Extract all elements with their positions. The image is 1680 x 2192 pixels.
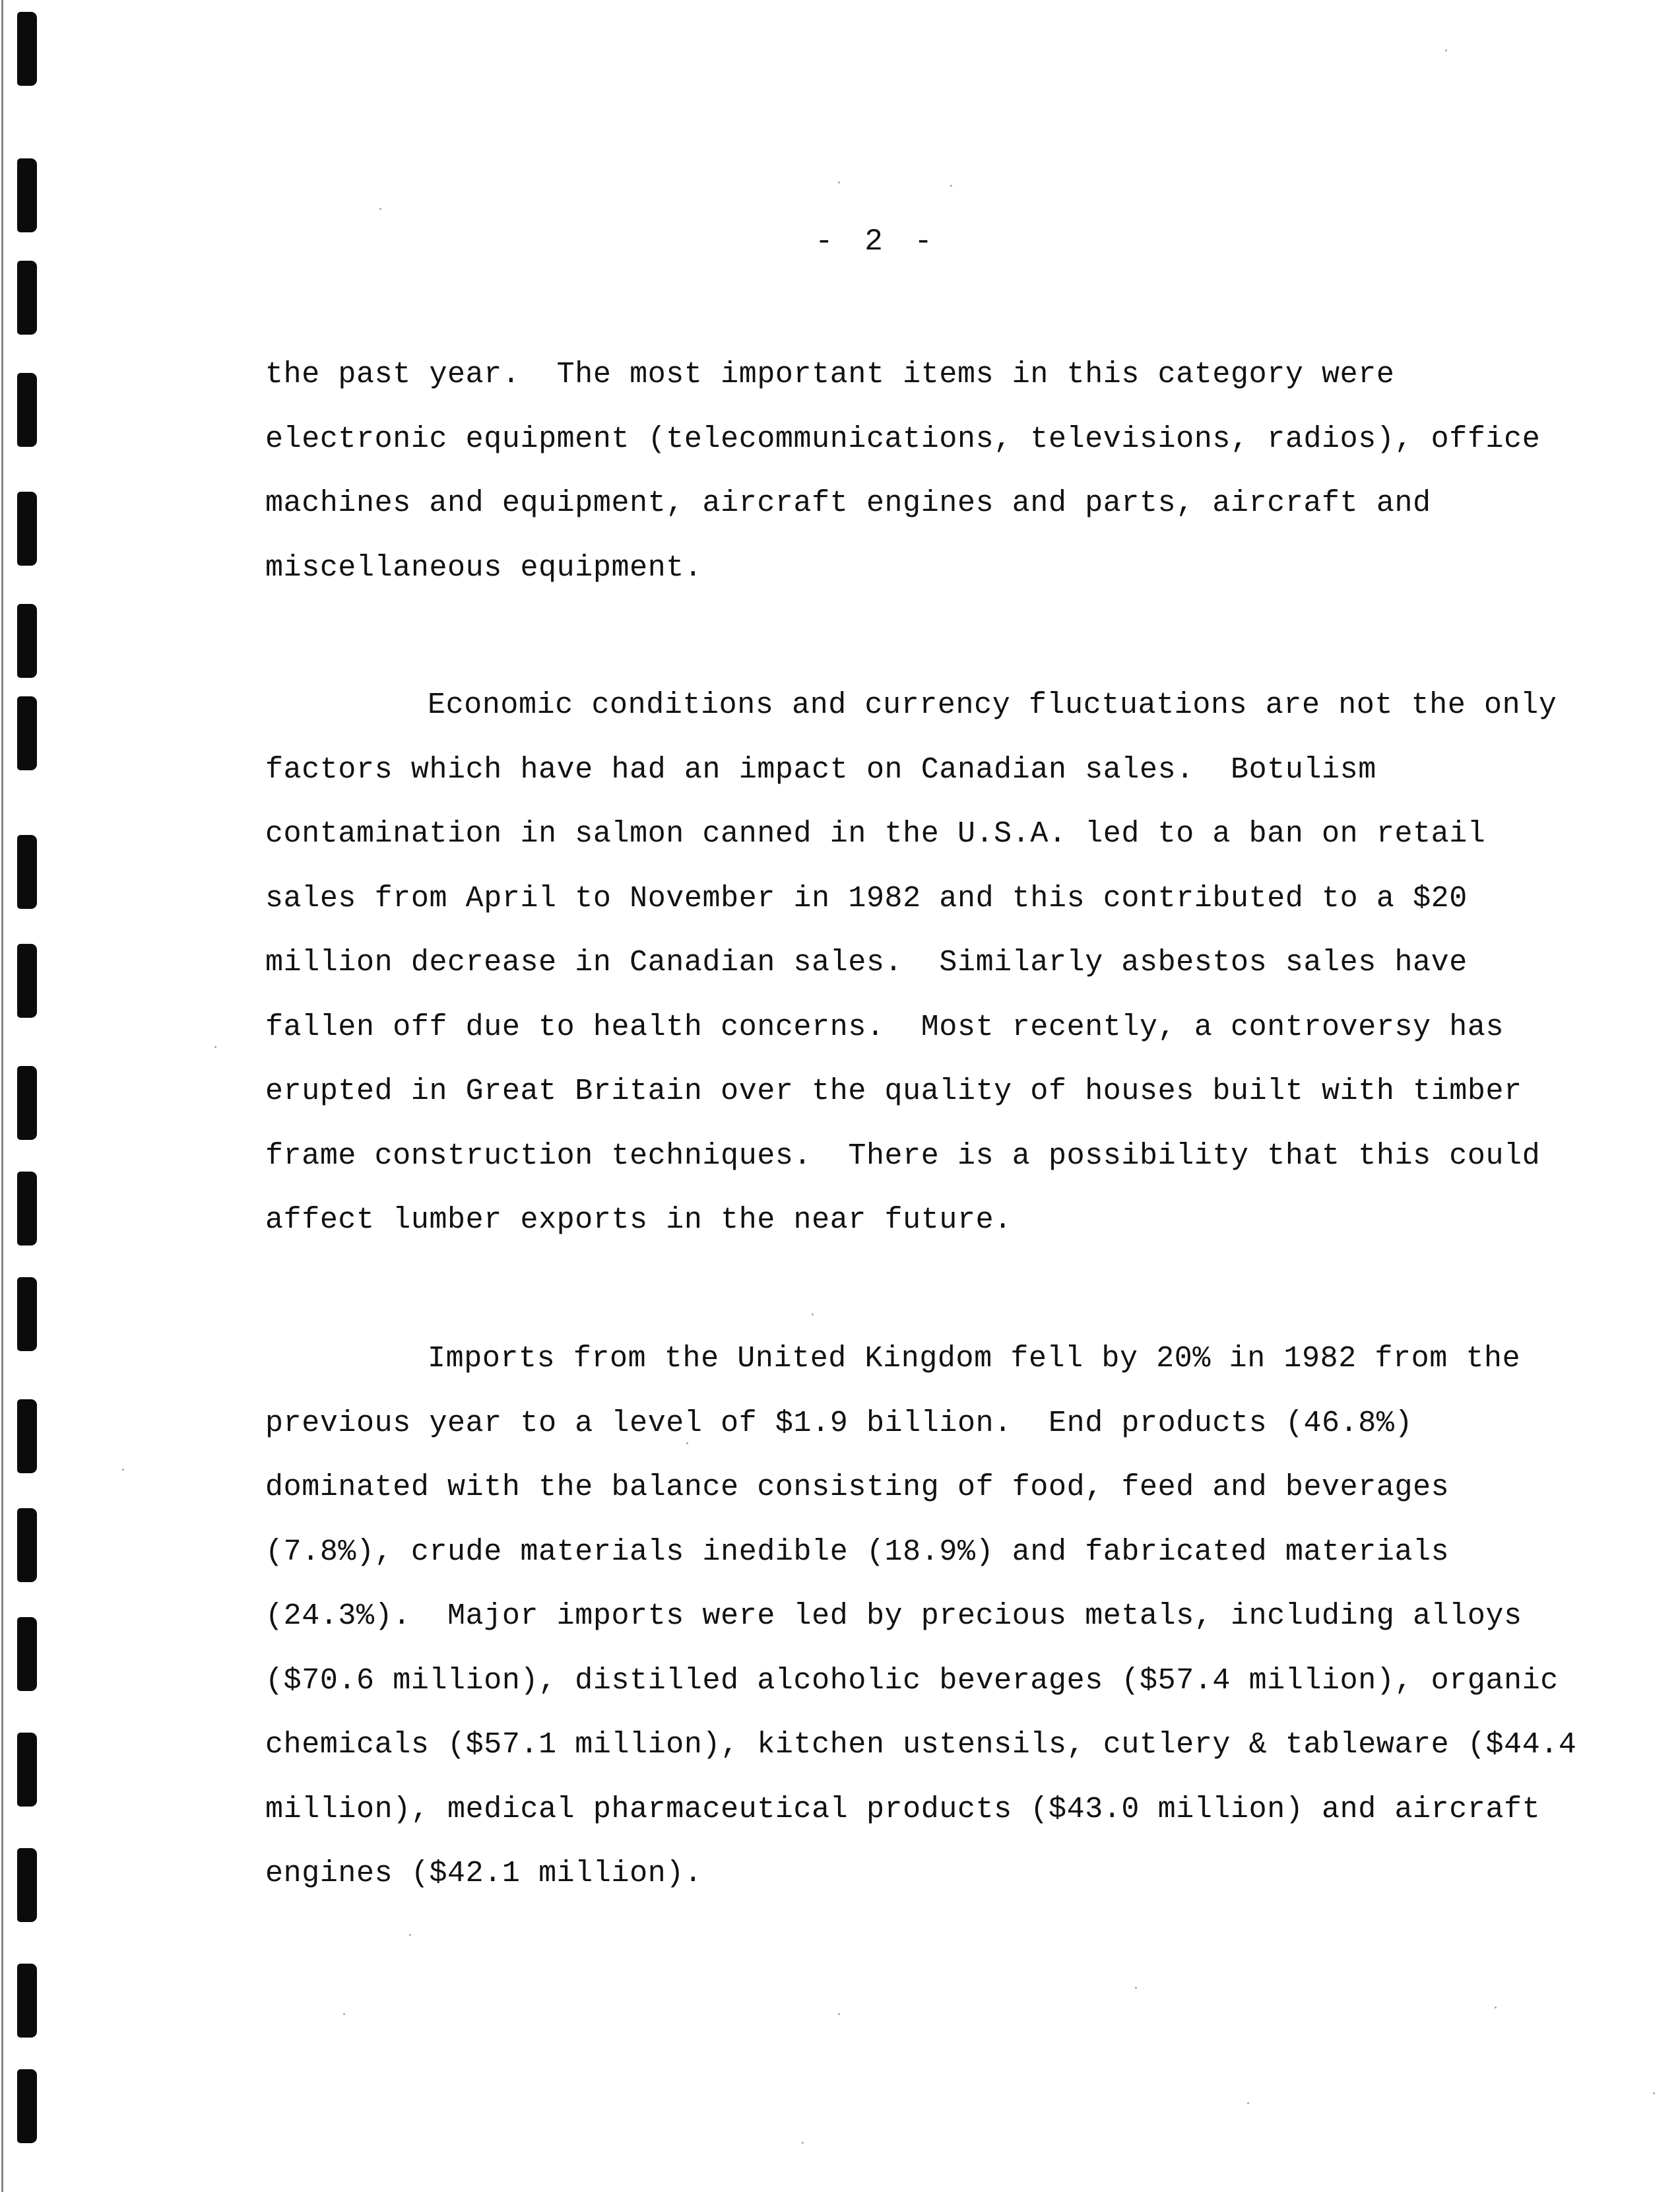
- text-line: affect lumber exports in the near future.: [265, 1203, 1012, 1237]
- binding-hole: [17, 944, 37, 1018]
- binding-hole: [17, 492, 37, 566]
- text-line: million), medical pharmaceutical products ($43.0 million) and aircraft: [265, 1792, 1541, 1826]
- binding-hole: [17, 835, 37, 909]
- binding-hole: [17, 1399, 37, 1473]
- text-line: (7.8%), crude materials inedible (18.9%) and fabricated materials: [265, 1535, 1450, 1569]
- binding-hole: [17, 1508, 37, 1582]
- binding-hole: [17, 2069, 37, 2143]
- text-line: dominated with the balance consisting of food, feed and beverages: [265, 1471, 1450, 1504]
- text-line: frame construction techniques. There is a possibility that this could: [265, 1139, 1541, 1173]
- text-line: the past year. The most important items in this category were: [265, 358, 1395, 391]
- binding-hole: [17, 158, 37, 232]
- binding-hole: [17, 373, 37, 447]
- binding-hole: [17, 12, 37, 86]
- scan-speck: [812, 1313, 814, 1315]
- paragraph: [265, 673, 1557, 1253]
- scan-speck: [1445, 50, 1447, 51]
- text-line: erupted in Great Britain over the quality of houses built with timber: [265, 1075, 1522, 1108]
- scan-speck: [802, 2142, 804, 2144]
- scan-speck: [122, 1469, 124, 1471]
- paragraph: [265, 1327, 1577, 1906]
- binding-hole: [17, 1848, 37, 1922]
- scan-speck: [343, 2013, 345, 2015]
- text-line: million decrease in Canadian sales. Similarly asbestos sales have: [265, 946, 1468, 980]
- text-line: contamination in salmon canned in the U.S.A. led to a ban on retail: [265, 817, 1486, 851]
- binding-hole: [17, 1617, 37, 1691]
- binding-hole: [17, 1964, 37, 2038]
- text-line: Imports from the United Kingdom fell by 20% in 1982 from the: [428, 1342, 1521, 1376]
- scan-speck: [214, 1046, 216, 1048]
- text-line: sales from April to November in 1982 and this contributed to a $20: [265, 881, 1468, 915]
- scan-speck: [950, 185, 952, 187]
- text-line: machines and equipment, aircraft engines and parts, aircraft and: [265, 486, 1431, 520]
- text-line: fallen off due to health concerns. Most recently, a controversy has: [265, 1010, 1504, 1044]
- binding-hole: [17, 261, 37, 335]
- binding-hole: [17, 1066, 37, 1140]
- scan-speck: [379, 208, 381, 210]
- text-line: ($70.6 million), distilled alcoholic beverages ($57.4 million), organic: [265, 1663, 1559, 1698]
- binding-hole: [17, 1172, 37, 1245]
- scan-speck: [1247, 2102, 1249, 2104]
- text-line: miscellaneous equipment.: [265, 550, 703, 585]
- text-line: factors which have had an impact on Canadian sales. Botulism: [265, 752, 1376, 787]
- text-line: electronic equipment (telecommunications, televisions, radios), office: [265, 422, 1541, 456]
- scan-speck: [1495, 2007, 1497, 2009]
- scan-speck: [409, 1934, 411, 1936]
- page-number: - 2 -: [815, 224, 940, 259]
- text-line: Economic conditions and currency fluctuations are not the only: [428, 688, 1557, 722]
- text-line: previous year to a level of $1.9 billion. End products (46.8%): [265, 1406, 1413, 1440]
- scan-speck: [838, 2013, 840, 2015]
- text-line: (24.3%). Major imports were led by precious metals, including alloys: [265, 1599, 1522, 1633]
- binding-hole: [17, 696, 37, 770]
- binding-hole: [17, 604, 37, 678]
- text-line: engines ($42.1 million).: [265, 1857, 703, 1890]
- scan-speck: [1135, 1987, 1137, 1989]
- paragraph: [265, 343, 1541, 600]
- binding-hole: [17, 1277, 37, 1351]
- scan-speck: [1653, 2092, 1655, 2094]
- scan-speck: [686, 1442, 688, 1444]
- scan-speck: [838, 182, 840, 183]
- binding-holes: [0, 0, 40, 2192]
- text-line: chemicals ($57.1 million), kitchen ustensils, cutlery & tableware ($44.4: [265, 1728, 1577, 1762]
- binding-hole: [17, 1733, 37, 1807]
